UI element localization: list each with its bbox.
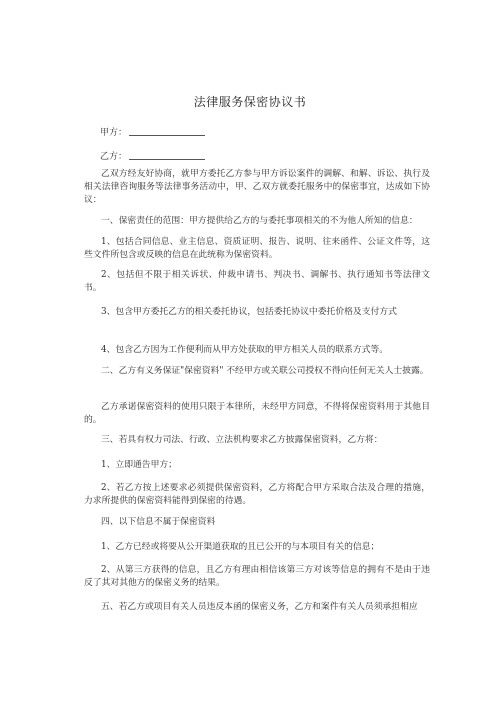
- party-a-line: [100, 126, 205, 139]
- section-1-item-1: 1、包括合同信息、业主信息、资质证明、报告、说明、往来函件、公证文件等，这些文件所包含或反映的信息在此统称为保密资料。: [84, 237, 430, 260]
- section-2-heading: 二、乙方有义务保证"保密资料" 不经甲方或关联公司授权不得向任何无关人士披露。: [101, 366, 429, 376]
- party-a-blank[interactable]: [129, 126, 205, 136]
- party-a-label: 甲方：: [100, 128, 128, 138]
- section-1-heading: 一、保密责任的范围：甲方提供给乙方的与委托事项相关的不为他人所知的信息：: [101, 216, 418, 226]
- party-b-line: [100, 150, 205, 163]
- section-2-text: 乙方承诺保密资料的使用只限于本律所，未经甲方同意，不得将保密资料用于其他目的。: [84, 402, 430, 425]
- section-5-heading: 五、若乙方或项目有关人员违反本函的保密义务，乙方和案件有关人员须承担相应: [101, 602, 418, 612]
- section-3-item-2: 2、若乙方按上述要求必须提供保密资料，乙方将配合甲方采取合法及合理的措施，力求所提供的保密资料能得到保密的待遇。: [84, 483, 430, 506]
- party-b-label: 乙方：: [100, 152, 128, 162]
- section-4-item-2: 2、从第三方获得的信息，且乙方有理由相信该第三方对该等信息的拥有不是由于违反了其对其他方的保密义务的结果。: [84, 565, 430, 588]
- section-4-heading: 四、以下信息不属于保密资料: [101, 517, 216, 527]
- section-4-item-1: 1、乙方已经或将要从公开渠道获取的且已公开的与本项目有关的信息；: [101, 542, 380, 552]
- section-3-item-1: 1、立即通告甲方；: [101, 460, 177, 470]
- intro-paragraph: 乙双方经友好协商，就甲方委托乙方参与甲方诉讼案件的调解、和解、诉讼、执行及相关法律咨询服务等法律事务活动中，甲、乙双方就委托服务中的保密事宜，达成如下协议：: [84, 169, 430, 205]
- section-1-item-2: 2、包括但不限于相关诉状、仲裁申请书、判决书、调解书、执行通知书等法律文书。: [84, 270, 430, 293]
- section-1-item-4: 4、包含乙方因为工作便利而从甲方处获取的甲方相关人员的联系方式等。: [101, 345, 389, 355]
- section-1-item-3: 3、包含甲方委托乙方的相关委托协议，包括委托协议中委托价格及支付方式: [101, 307, 397, 317]
- document-title: 法律服务保密协议书: [193, 95, 307, 109]
- section-3-heading: 三、若具有权力司法、行政、立法机构要求乙方披露保密资料，乙方将：: [101, 435, 383, 445]
- party-b-blank[interactable]: [129, 150, 205, 160]
